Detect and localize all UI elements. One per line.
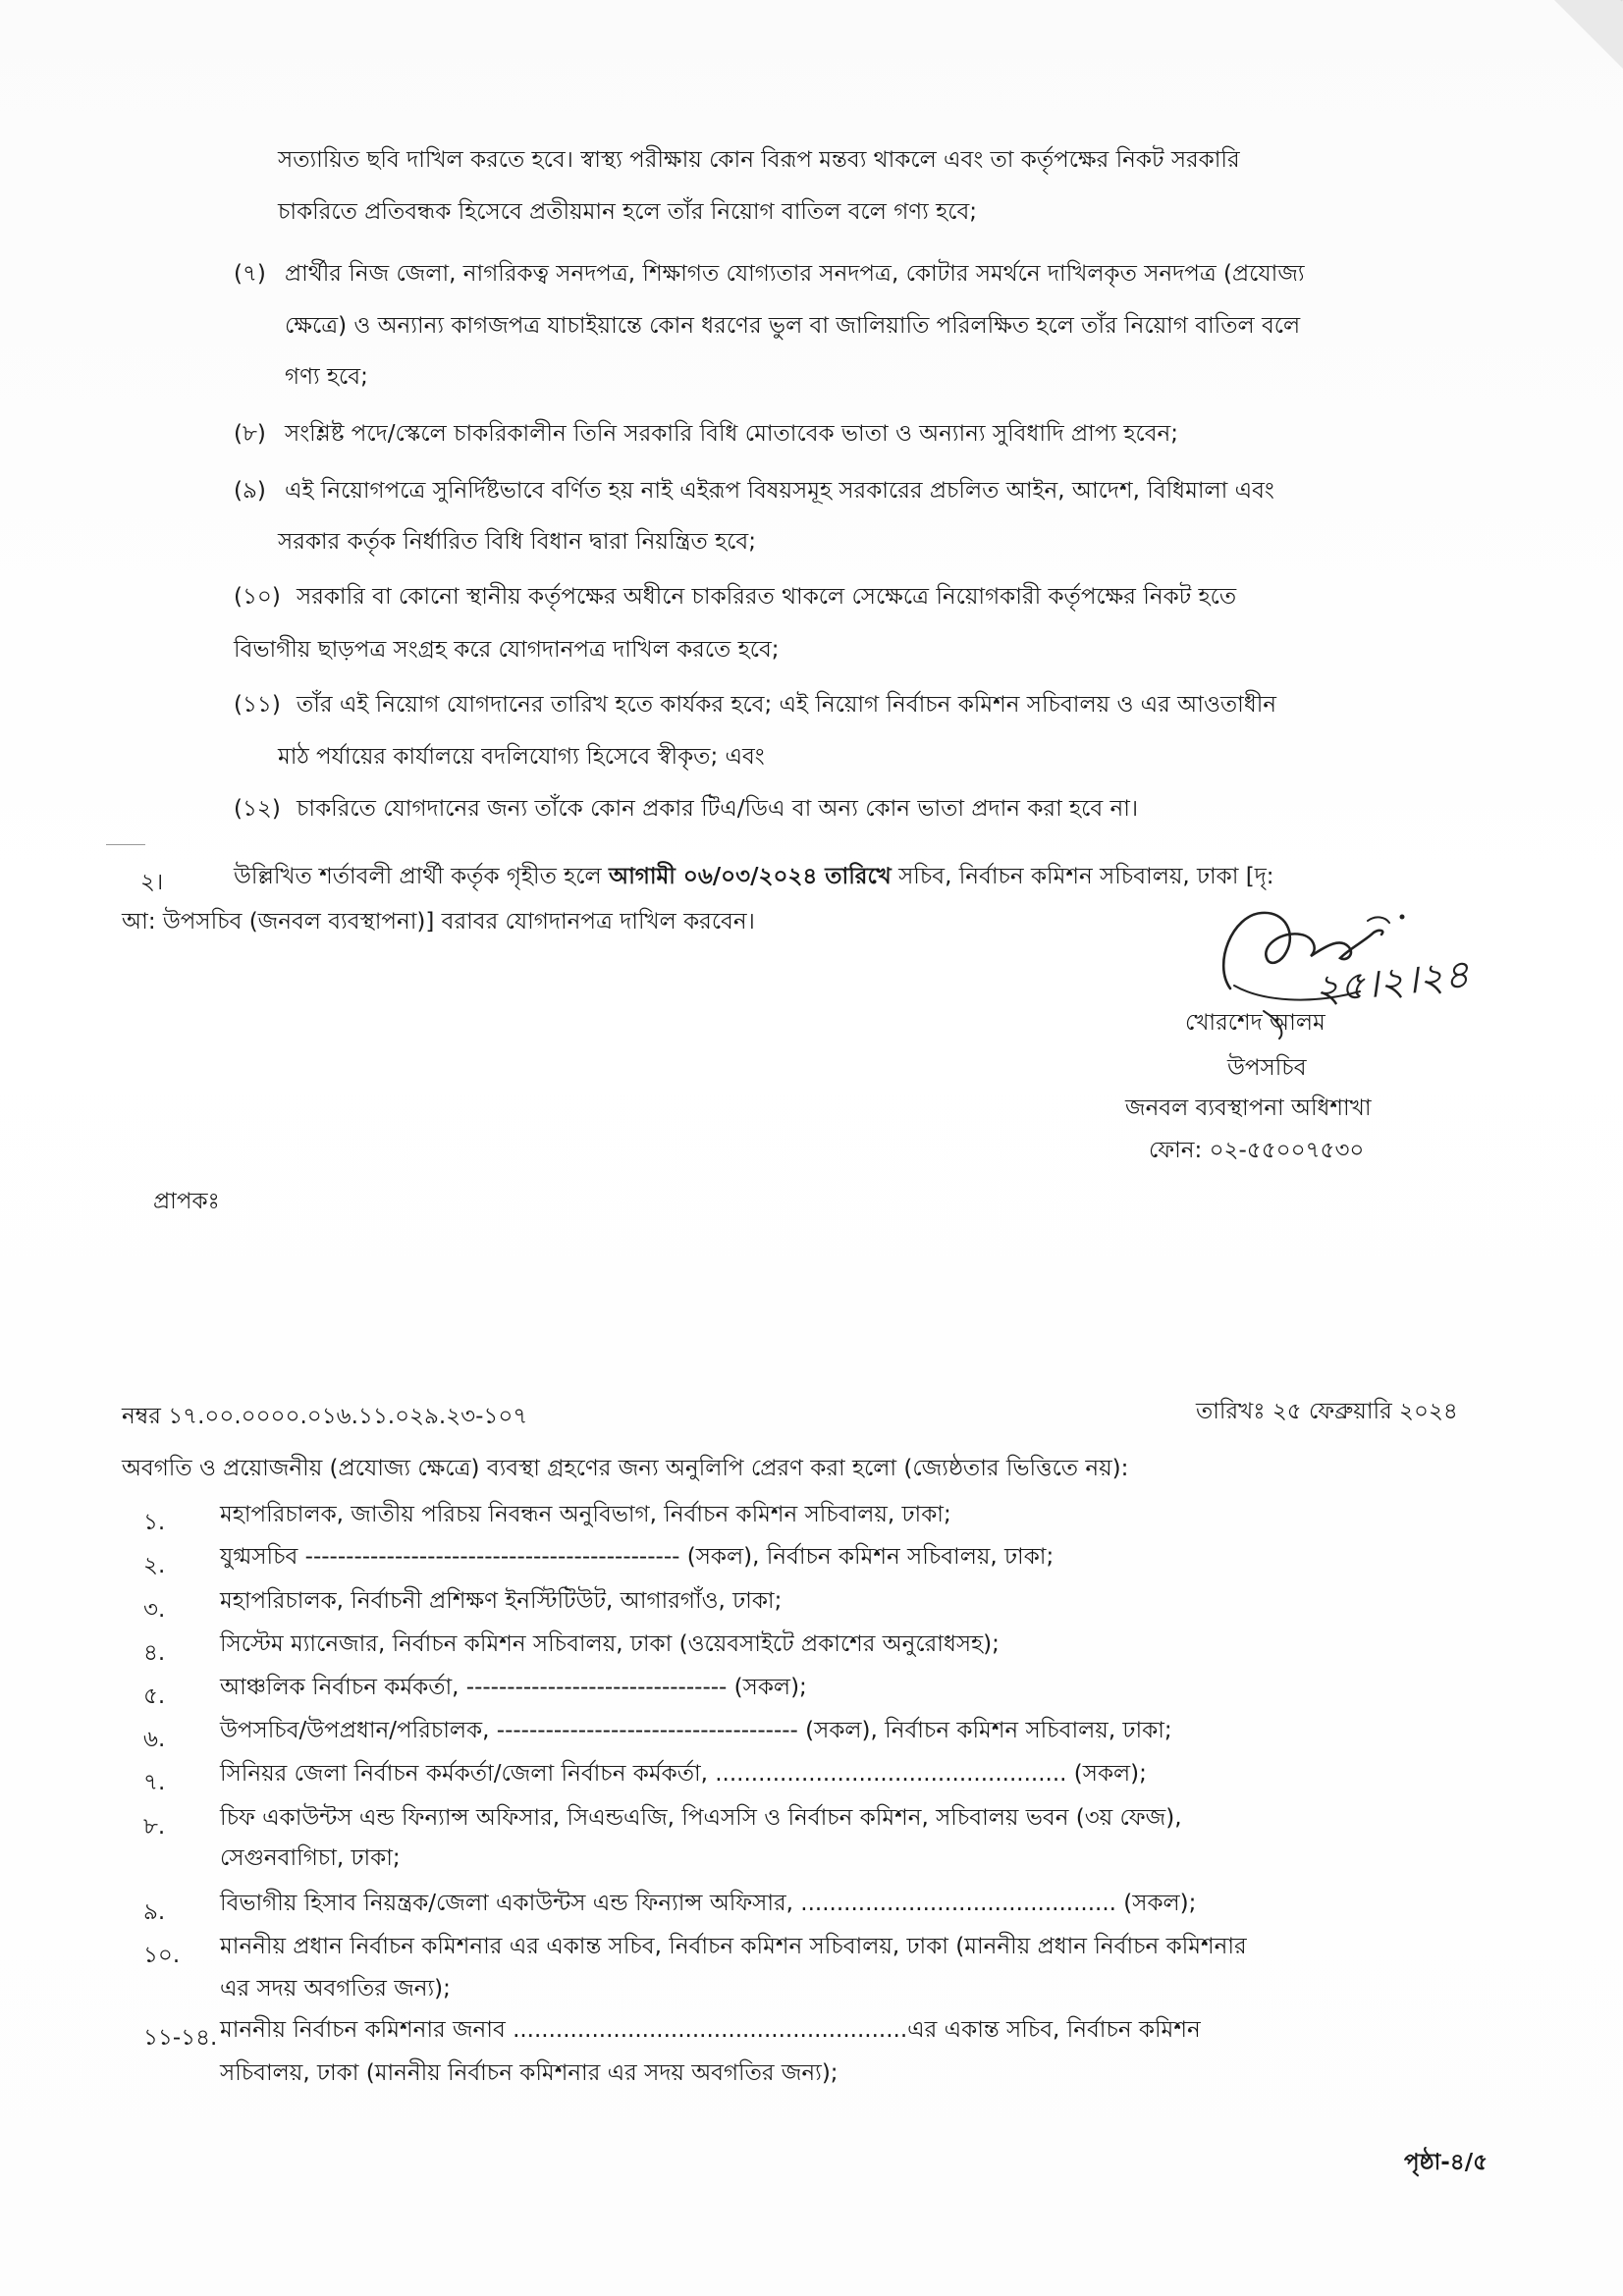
copy-item-8-line-2: সেগুনবাগিচা, ঢাকা; xyxy=(220,1845,401,1871)
condition-11-line-2: মাঠ পর্যায়ের কার্যালয়ে বদলিযোগ্য হিসেবে স্বীকৃত; এবং xyxy=(278,744,765,770)
condition-9-line-1: এই নিয়োগপত্রে সুনির্দিষ্টভাবে বর্ণিত হয় নাই এইরূপ বিষয়সমূহ সরকারের প্রচলিত আইন, আদেশ, বিধিমালা এবং xyxy=(285,478,1274,504)
para-2-text-start: উল্লিখিত শর্তাবলী প্রার্থী কর্তৃক গৃহীত হলে xyxy=(234,864,609,889)
copy-item-6: উপসচিব/উপপ্রধান/পরিচালক, ------------------------------------- (সকল), নির্বাচন কমিশন সচিবালয়, ঢাকা; xyxy=(220,1718,1172,1743)
copy-number: ৭. xyxy=(143,1770,166,1795)
page-fold-corner xyxy=(1554,0,1623,69)
memo-date: তারিখঃ ২৫ ফেব্রুয়ারি ২০২৪ xyxy=(1196,1399,1458,1424)
signatory-phone: ফোন: ০২-৫৫০০৭৫৩০ xyxy=(1149,1138,1365,1163)
condition-10-line-2: বিভাগীয় ছাড়পত্র সংগ্রহ করে যোগদানপত্র দাখিল করতে হবে; xyxy=(234,637,780,663)
margin-mark xyxy=(106,844,145,845)
copy-number: ৪. xyxy=(143,1640,166,1666)
copy-number: ৩. xyxy=(143,1597,166,1623)
top-paragraph-line-2: চাকরিতে প্রতিবন্ধক হিসেবে প্রতীয়মান হলে তাঁর নিয়োগ বাতিল বলে গণ্য হবে; xyxy=(278,199,978,225)
joining-date: আগামী ০৬/০৩/২০২৪ তারিখে xyxy=(608,864,892,889)
copy-number: ৯. xyxy=(143,1899,166,1925)
copy-item-10-line-1: মাননীয় প্রধান নির্বাচন কমিশনার এর একান্ত সচিব, নির্বাচন কমিশন সচিবালয়, ঢাকা (মাননীয় প্রধান নির্বাচন কমিশনার xyxy=(220,1934,1247,1959)
copy-item-11-14-line-1: মাননীয় নির্বাচন কমিশনার জনাব .......................................................এর একান্ত সচিব, নির্বাচন কমিশন xyxy=(220,2017,1201,2043)
copy-item-4: সিস্টেম ম্যানেজার, নির্বাচন কমিশন সচিবালয়, ঢাকা (ওয়েবসাইটে প্রকাশের অনুরোধসহ); xyxy=(220,1631,1000,1657)
condition-number: (১২) xyxy=(234,796,281,822)
copy-item-10-line-2: এর সদয় অবগতির জন্য); xyxy=(220,1976,451,2002)
copy-item-8-line-1: চিফ একাউন্টস এন্ড ফিন্যান্স অফিসার, সিএন্ডএজি, পিএসসি ও নির্বাচন কমিশন, সচিবালয় ভবন (৩য় ফেজ), xyxy=(220,1805,1182,1831)
condition-number: (৮) xyxy=(234,421,266,447)
condition-10-line-1: সরকারি বা কোনো স্থানীয় কর্তৃপক্ষের অধীনে চাকরিরত থাকলে সেক্ষেত্রে নিয়োগকারী কর্তৃপক্ষের নিকট হতে xyxy=(297,584,1237,610)
signatory-name: খোরশেদ আলম xyxy=(1185,1010,1325,1036)
condition-number: (১০) xyxy=(234,584,281,610)
condition-7-line-1: প্রার্থীর নিজ জেলা, নাগরিকত্ব সনদপত্র, শিক্ষাগত যোগ্যতার সনদপত্র, কোটার সমর্থনে দাখিলকৃত সনদপত্র (প্রযোজ্য xyxy=(285,261,1305,287)
condition-number: (১১) xyxy=(234,692,281,718)
copy-number: ৫. xyxy=(143,1683,166,1709)
page-number: পৃষ্ঠা-৪/৫ xyxy=(1404,2150,1488,2175)
condition-8-line-1: সংশ্লিষ্ট পদে/স্কেলে চাকরিকালীন তিনি সরকারি বিধি মোতাবেক ভাতা ও অন্যান্য সুবিধাদি প্রাপ্য হবেন; xyxy=(285,421,1179,447)
condition-7-line-3: গণ্য হবে; xyxy=(285,364,368,390)
copy-item-2: যুগ্মসচিব ---------------------------------------------- (সকল), নির্বাচন কমিশন সচিবালয়, ঢাকা; xyxy=(220,1544,1055,1570)
copy-number: ১১-১৪. xyxy=(143,2025,218,2051)
copy-number: ২. xyxy=(143,1553,166,1578)
para-2-line-2: আ: উপসচিব (জনবল ব্যবস্থাপনা)] বরাবর যোগদানপত্র দাখিল করবেন। xyxy=(122,909,755,934)
copy-item-7: সিনিয়র জেলা নির্বাচন কর্মকর্তা/জেলা নির্বাচন কর্মকর্তা, ................................................. (সকল); xyxy=(220,1761,1147,1787)
top-paragraph-line-1: সত্যায়িত ছবি দাখিল করতে হবে। স্বাস্থ্য পরীক্ষায় কোন বিরূপ মন্তব্য থাকলে এবং তা কর্তৃপক্ষের নিকট সরকারি xyxy=(278,147,1240,173)
copy-item-9: বিভাগীয় হিসাব নিয়ন্ত্রক/জেলা একাউন্টস এন্ড ফিন্যান্স অফিসার, ............................................ (সকল); xyxy=(220,1891,1197,1916)
condition-number: (৯) xyxy=(234,478,266,504)
copy-intro: অবগতি ও প্রয়োজনীয় (প্রযোজ্য ক্ষেত্রে) ব্যবস্থা গ্রহণের জন্য অনুলিপি প্রেরণ করা হলো (জ্যেষ্ঠতার ভিত্তিতে নয়): xyxy=(122,1456,1129,1481)
para-2-text-end: সচিব, নির্বাচন কমিশন সচিবালয়, ঢাকা [দৃ: xyxy=(891,864,1274,889)
signatory-branch: জনবল ব্যবস্থাপনা অধিশাখা xyxy=(1125,1095,1372,1121)
signature-date: ২৫।২।২৪ xyxy=(1312,951,1472,1013)
memo-number: নম্বর ১৭.০০.০০০০.০১৬.১১.০২৯.২৩-১০৭ xyxy=(122,1404,528,1429)
copy-item-11-14-line-2: সচিবালয়, ঢাকা (মাননীয় নির্বাচন কমিশনার এর সদয় অবগতির জন্য); xyxy=(220,2060,839,2086)
condition-number: (৭) xyxy=(234,261,266,287)
condition-12-line-1: চাকরিতে যোগদানের জন্য তাঁকে কোন প্রকার টিএ/ডিএ বা অন্য কোন ভাতা প্রদান করা হবে না। xyxy=(297,796,1139,822)
copy-item-1: মহাপরিচালক, জাতীয় পরিচয় নিবন্ধন অনুবিভাগ, নির্বাচন কমিশন সচিবালয়, ঢাকা; xyxy=(220,1502,951,1527)
copy-number: ৮. xyxy=(143,1814,166,1840)
condition-11-line-1: তাঁর এই নিয়োগ যোগদানের তারিখ হতে কার্যকর হবে; এই নিয়োগ নির্বাচন কমিশন সচিবালয় ও এর আওতাধীন xyxy=(297,692,1277,718)
signatory-designation: উপসচিব xyxy=(1227,1055,1307,1081)
copy-item-5: আঞ্চলিক নির্বাচন কর্মকর্তা, -------------------------------- (সকল); xyxy=(220,1675,807,1700)
para-2-line-1 xyxy=(234,861,1274,892)
condition-7-line-2: ক্ষেত্রে) ও অন্যান্য কাগজপত্র যাচাইয়ান্তে কোন ধরণের ভুল বা জালিয়াতি পরিলক্ষিত হলে তাঁর নিয়োগ বাতিল বলে xyxy=(285,313,1301,339)
recipient-label: প্রাপকঃ xyxy=(153,1189,220,1214)
para-2-number: ২। xyxy=(140,870,164,895)
copy-number: ১. xyxy=(143,1510,166,1535)
copy-number: ১০. xyxy=(143,1943,181,1968)
condition-9-line-2: সরকার কর্তৃক নির্ধারিত বিধি বিধান দ্বারা নিয়ন্ত্রিত হবে; xyxy=(278,529,756,555)
copy-number: ৬. xyxy=(143,1727,166,1752)
copy-item-3: মহাপরিচালক, নির্বাচনী প্রশিক্ষণ ইনস্টিটিউট, আগারগাঁও, ঢাকা; xyxy=(220,1588,783,1614)
